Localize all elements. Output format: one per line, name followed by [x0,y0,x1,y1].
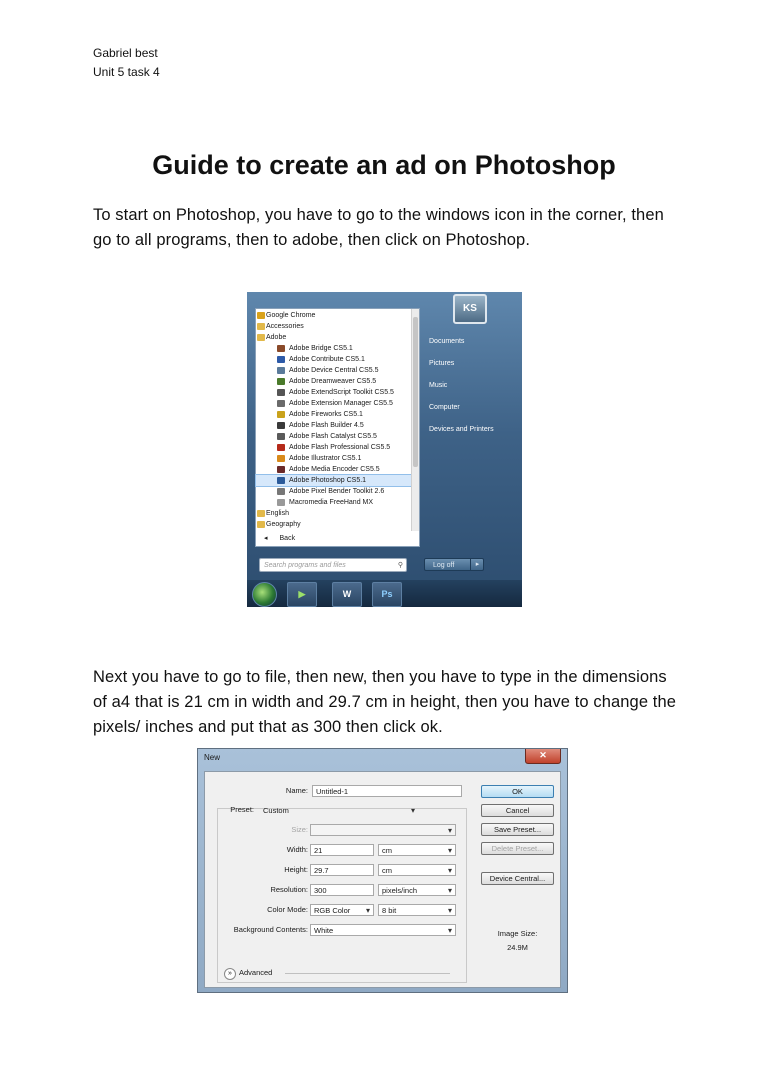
back-button[interactable] [264,533,295,544]
background-contents-select[interactable]: White ▾ [310,924,456,936]
save-preset-button[interactable]: Save Preset... [481,823,554,836]
width-input[interactable]: 21 [310,844,374,856]
size-select[interactable] [310,824,456,836]
folder-icon [257,521,265,528]
back-label: Back [279,535,296,542]
program-item[interactable] [256,497,411,508]
program-label: Adobe Flash Catalyst CS5.5 [289,433,377,440]
folder-icon [257,510,265,517]
resolution-label: Resolution: [270,885,308,894]
photoshop-taskbar-icon[interactable]: Ps [372,582,402,607]
app-icon [277,433,285,440]
bit-depth-select[interactable]: 8 bit ▾ [378,904,456,916]
all-programs-panel [255,308,420,547]
ok-button[interactable]: OK [481,785,554,798]
program-item[interactable] [256,365,411,376]
program-item[interactable] [256,475,411,486]
app-icon [277,400,285,407]
program-list [256,310,411,530]
app-icon [277,444,285,451]
program-item[interactable] [256,343,411,354]
app-icon [277,378,285,385]
word-taskbar-icon[interactable]: W [332,582,362,607]
program-item[interactable] [256,376,411,387]
log-off-label: Log off [433,562,455,569]
app-icon [277,345,285,352]
program-label: Adobe Photoshop CS5.1 [289,477,367,484]
program-label: English [266,510,289,517]
program-label: Adobe Dreamweaver CS5.5 [289,378,377,385]
program-item[interactable] [256,420,411,431]
color-mode-select[interactable]: RGB Color ▾ [310,904,374,916]
app-icon [277,422,285,429]
search-icon: ⚲ [397,562,403,569]
program-item[interactable] [256,486,411,497]
app-icon [277,499,285,506]
program-item[interactable] [256,519,411,530]
start-menu-right-pane [429,336,519,446]
taskbar [247,580,522,607]
program-label: Adobe ExtendScript Toolkit CS5.5 [289,389,394,396]
new-document-dialog [197,748,568,993]
program-item[interactable] [256,387,411,398]
chevron-down-icon[interactable]: » [224,968,236,980]
color-mode-label: Color Mode: [267,905,308,914]
image-size-value: 24.9M [507,943,528,952]
dialog-title: New [204,753,221,762]
back-arrow-icon: ◂ [264,535,268,542]
app-icon [277,389,285,396]
name-label: Name: [285,786,308,795]
resolution-input[interactable]: 300 [310,884,374,896]
program-item[interactable] [256,508,411,519]
name-input[interactable]: Untitled-1 [312,785,462,797]
program-label: Macromedia FreeHand MX [289,499,374,506]
dialog-body [204,771,561,988]
app-icon [277,488,285,495]
program-item[interactable] [256,321,411,332]
program-label: Adobe [266,334,287,341]
right-item-devices-printers[interactable]: Devices and Printers [429,426,494,433]
author-name: Gabriel best [93,46,158,60]
program-label: Adobe Device Central CS5.5 [289,367,379,374]
windows-start-icon[interactable] [252,582,277,607]
program-label: Adobe Pixel Bender Toolkit 2.6 [289,488,385,495]
delete-preset-button[interactable]: Delete Preset... [481,842,554,855]
program-label: Adobe Flash Professional CS5.5 [289,444,391,451]
app-icon [277,466,285,473]
program-item[interactable] [256,453,411,464]
program-item[interactable] [256,310,411,321]
resolution-unit-select[interactable]: pixels/inch ▾ [378,884,456,896]
document-title: Guide to create an ad on Photoshop [152,150,616,180]
program-label: Adobe Illustrator CS5.1 [289,455,362,462]
program-label: Adobe Bridge CS5.1 [289,345,353,352]
scrollbar-thumb[interactable] [413,317,418,467]
program-item[interactable] [256,332,411,343]
new-document-paragraph: Next you have to go to file, then new, then you have to type in the dimensions of a4 that is 21 cm in width and 29.7 cm in height, then you have to change the pixels/ inches and put that as 300 then click ok. [93,668,677,736]
app-icon [277,367,285,374]
cancel-button[interactable]: Cancel [481,804,554,817]
program-list-scrollbar[interactable] [411,309,419,531]
width-label: Width: [286,845,308,854]
program-label: Adobe Media Encoder CS5.5 [289,466,380,473]
folder-icon [257,323,265,330]
program-item[interactable] [256,398,411,409]
close-icon[interactable]: ✕ [525,749,561,764]
app-icon [277,411,285,418]
program-item[interactable] [256,431,411,442]
app-icon [277,477,285,484]
program-item[interactable] [256,354,411,365]
height-input[interactable]: 29.7 [310,864,374,876]
right-item-music[interactable]: Music [429,382,448,389]
preset-select[interactable]: Custom ▾ [259,804,419,816]
program-label: Accessories [266,323,304,330]
program-item[interactable] [256,464,411,475]
user-avatar[interactable]: KS [453,294,487,324]
program-label: Adobe Extension Manager CS5.5 [289,400,393,407]
app-icon [277,455,285,462]
program-item[interactable] [256,442,411,453]
right-item-computer[interactable]: Computer [429,404,460,411]
size-label: Size: [291,825,308,834]
height-label: Height: [284,865,308,874]
image-size-label: Image Size: [497,929,538,938]
program-label: Adobe Contribute CS5.1 [289,356,365,363]
chevron-right-icon[interactable]: ▸ [470,558,484,571]
start-menu-screenshot [247,292,522,607]
preset-label: Preset: [230,805,254,814]
folder-icon [257,334,265,341]
height-unit-select[interactable]: cm ▾ [378,864,456,876]
advanced-label: Advanced [239,968,273,977]
program-label: Adobe Flash Builder 4.5 [289,422,364,429]
media-player-icon[interactable]: ▶ [287,582,317,607]
right-item-documents[interactable]: Documents [429,338,465,345]
device-central-button[interactable]: Device Central... [481,872,554,885]
document-header [93,44,160,82]
app-icon [277,356,285,363]
search-programs-input[interactable] [259,558,407,572]
program-label: Adobe Fireworks CS5.1 [289,411,363,418]
program-item[interactable] [256,409,411,420]
log-off-button[interactable] [424,558,484,571]
right-item-pictures[interactable]: Pictures [429,360,455,367]
intro-paragraph: To start on Photoshop, you have to go to the windows icon in the corner, then go to all programs, then to adobe, then click on Photoshop. [93,206,664,249]
search-placeholder: Search programs and files [264,562,346,569]
advanced-divider [285,973,450,974]
folder-icon [257,312,265,319]
width-unit-select[interactable]: cm ▾ [378,844,456,856]
background-contents-label: Background Contents: [233,925,308,934]
program-label: Google Chrome [266,312,316,319]
program-label: Geography [266,521,301,528]
task-label: Unit 5 task 4 [93,65,160,79]
